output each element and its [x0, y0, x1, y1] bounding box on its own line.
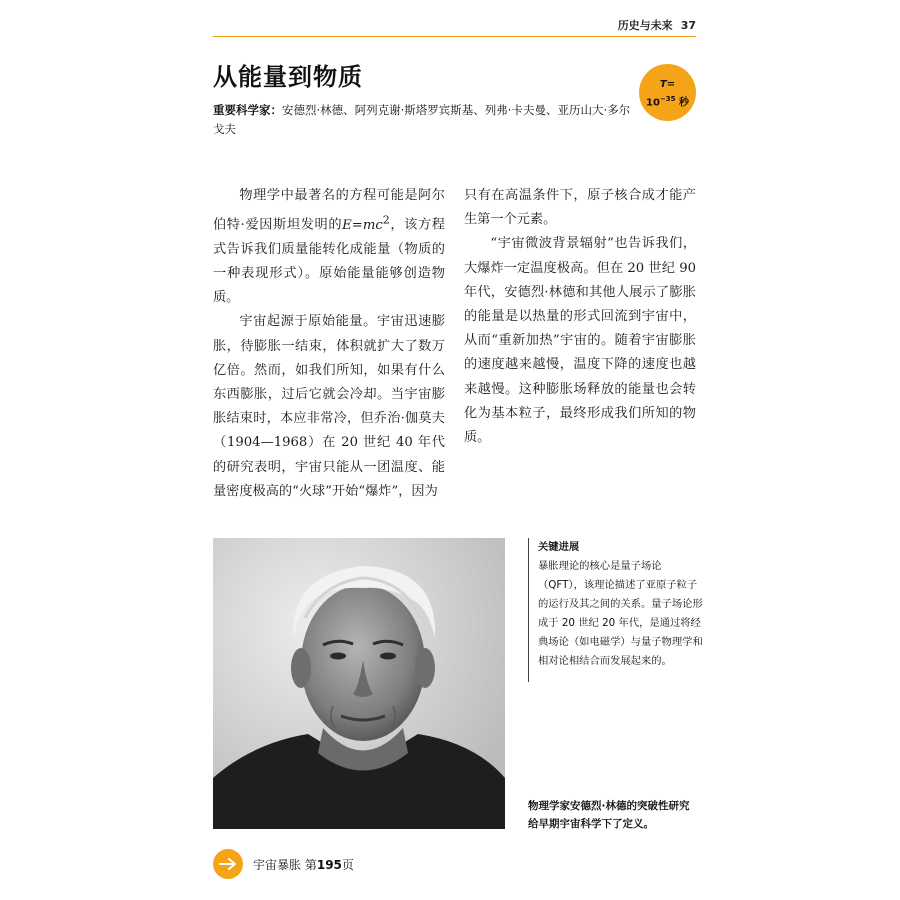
- running-header: [213, 16, 696, 37]
- body-paragraph-2-continued: [464, 184, 696, 232]
- eq-e: E: [342, 217, 352, 233]
- p2-text: 宇宙起源于原始能量。宇宙迅速膨胀，待膨胀一结束，体积就扩大了数万亿倍。然而，如我们所知，如果有什么东西膨胀，过后它就会冷却。当宇宙膨胀结束时，本应非常冷，但乔治·伽莫夫（1904—1968）在 20 世纪 40 年代的研究表明，宇宙只能从一团温度、能量密度极高的“火球”开始“爆炸”，因为: [213, 314, 445, 499]
- xref-topic: 宇宙暴胀: [253, 857, 302, 872]
- badge-base: 10: [645, 97, 660, 109]
- portrait-photo: [213, 538, 505, 829]
- xref-page-number: 195: [316, 857, 342, 872]
- sidebar-title: 关键进展: [538, 541, 580, 553]
- eq-mc: mc: [362, 217, 383, 233]
- badge-exponent: −35: [659, 95, 676, 103]
- p1-text-before: 物理学中最著名的方程可能是阿尔伯特·爱因斯坦发明的: [213, 188, 445, 233]
- cross-reference[interactable]: [213, 849, 354, 879]
- p3-text: “宇宙微波背景辐射”也告诉我们，大爆炸一定温度极高。但在 20 世纪 90 年代，安德烈·林德和其他人展示了膨胀的能量是以热量的形式回流到宇宙中，从而“重新加热”宇宙的。随着宇宙膨胀的速度越来越慢，温度下降的速度也越来越慢。这种膨胀场释放的能量也会转化为基本粒子，最终形成我们所知的物质。: [464, 236, 696, 446]
- time-badge: [639, 64, 696, 121]
- photo-caption: 物理学家安德烈·林德的突破性研究给早期宇宙科学下了定义。: [528, 800, 690, 830]
- xref-page-unit: 页: [341, 857, 354, 872]
- body-paragraph-1: [213, 184, 445, 310]
- p2-continued-text: 只有在高温条件下，原子核合成才能产生第一个元素。: [464, 188, 696, 228]
- eq-equals: =: [351, 217, 363, 233]
- header-section-label: 历史与未来: [617, 19, 673, 32]
- sidebar-text: 暴胀理论的核心是量子场论（QFT），该理论描述了亚原子粒子的运行及其之间的关系。量子场论形成于 20 世纪 20 年代，是通过将经典场论（如电磁学）与量子物理学和相对论相结合而发展起来的。: [538, 560, 703, 667]
- arrow-right-icon: [213, 849, 243, 879]
- page-title: 从能量到物质: [213, 63, 363, 91]
- p1-text-after: ，该方程式告诉我们质量能转化成能量（物质的一种表现形式）。原始能量能够创造物质。: [213, 217, 445, 306]
- badge-line2: [639, 92, 696, 110]
- key-scientists-label: 重要科学家：: [213, 103, 282, 117]
- badge-unit: 秒: [679, 97, 689, 109]
- header-text: [618, 17, 696, 33]
- badge-t-symbol: T: [659, 79, 667, 90]
- key-development-sidebar: [528, 538, 706, 682]
- einstein-equation: [342, 213, 390, 233]
- header-page-number: 37: [680, 19, 696, 32]
- body-paragraph-3: [464, 232, 696, 450]
- eq-exponent: 2: [382, 213, 390, 227]
- body-paragraph-2: [213, 310, 445, 504]
- badge-line1: [639, 78, 696, 92]
- body-column-left: [213, 184, 445, 504]
- portrait-illustration: [213, 538, 505, 829]
- xref-page-label: 第: [304, 857, 317, 872]
- body-column-right: [464, 184, 696, 450]
- key-scientists-names: 安德烈·林德、阿列克谢·斯塔罗宾斯基、列弗·卡夫曼、亚历山大·多尔戈夫: [213, 103, 631, 136]
- key-scientists: [213, 101, 631, 139]
- cross-reference-text: [253, 856, 354, 873]
- badge-equals: =: [666, 79, 676, 90]
